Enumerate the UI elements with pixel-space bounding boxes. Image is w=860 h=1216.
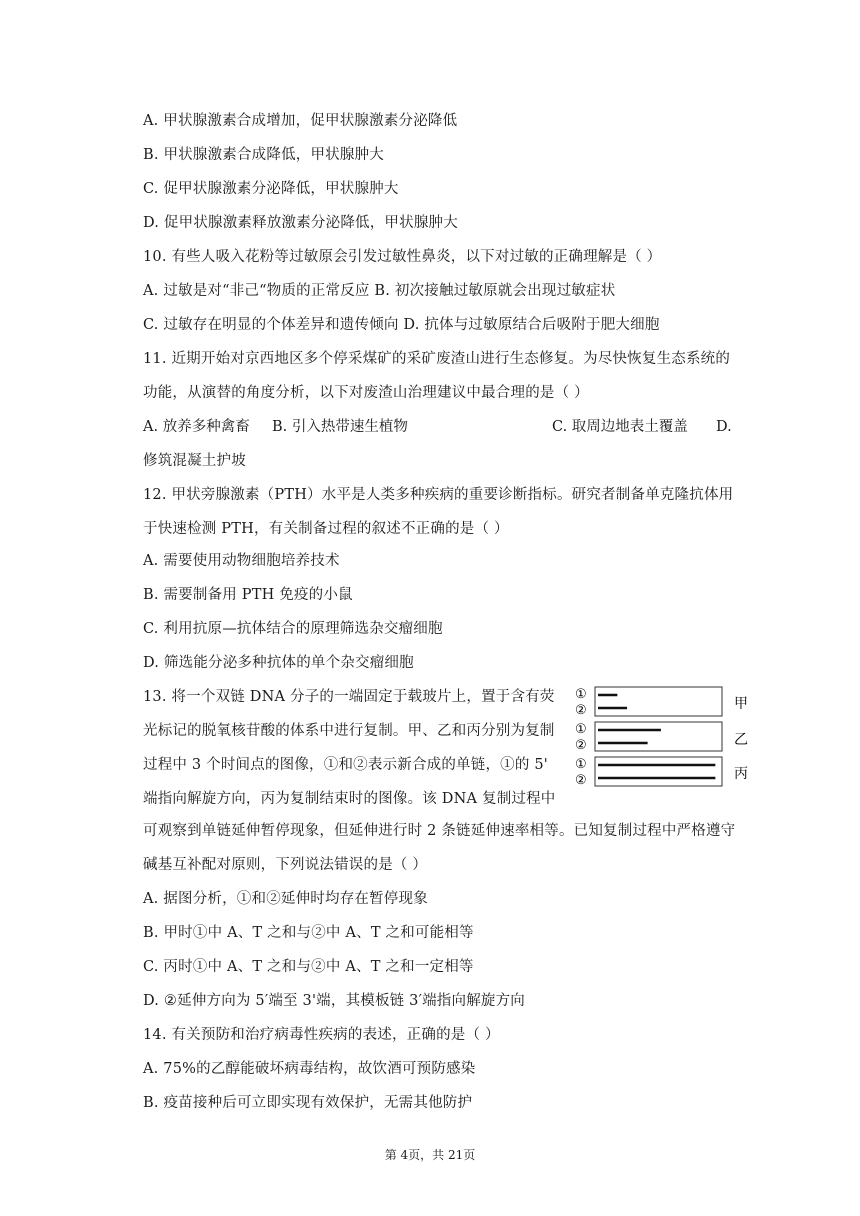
- q9-option-a: A. 甲状腺激素合成增加，促甲状腺激素分泌降低: [143, 113, 458, 129]
- strand-1-label: ①: [575, 722, 587, 737]
- q14-option-a: A. 75%的乙醇能破坏病毒结构，故饮酒可预防感染: [143, 1061, 476, 1077]
- q12-option-d: D. 筛选能分泌多种抗体的单个杂交瘤细胞: [143, 655, 414, 671]
- q12-option-c: C. 利用抗原—抗体结合的原理筛选杂交瘤细胞: [143, 621, 443, 637]
- q11-stem-line2: 功能，从演替的角度分析，以下对废渣山治理建议中最合理的是（ ）: [143, 385, 589, 401]
- q9-option-d: D. 促甲状腺激素释放激素分泌降低，甲状腺肿大: [143, 215, 458, 231]
- panel-label: 乙: [734, 732, 748, 748]
- q9-option-b: B. 甲状腺激素合成降低，甲状腺肿大: [143, 147, 384, 163]
- strand-2-label: ②: [575, 773, 587, 788]
- panel-label: 甲: [734, 696, 748, 712]
- dna-replication-figure: [574, 684, 754, 790]
- q13-option-c: C. 丙时①中 A、T 之和与②中 A、T 之和一定相等: [143, 959, 474, 975]
- panel-jia: [575, 687, 748, 718]
- q11-option-b: B. 引入热带速生植物: [272, 419, 408, 435]
- q11-option-d-label: D.: [716, 419, 732, 435]
- strand-1-label: ①: [575, 757, 587, 772]
- page-footer: 第 4页，共 21页: [384, 1148, 476, 1162]
- q12-stem-line2: 于快速检测 PTH，有关制备过程的叙述不正确的是（ ）: [143, 521, 509, 537]
- q13-option-a: A. 据图分析，①和②延伸时均存在暂停现象: [143, 891, 428, 907]
- q14-option-b: B. 疫苗接种后可立即实现有效保护，无需其他防护: [143, 1095, 473, 1111]
- q12-option-b: B. 需要制备用 PTH 免疫的小鼠: [143, 587, 353, 603]
- panel-frame: [595, 687, 722, 716]
- panel-bing: [575, 757, 748, 788]
- panel-label: 丙: [734, 766, 748, 782]
- q14-stem: 14. 有关预防和治疗病毒性疾病的表述，正确的是（ ）: [143, 1027, 500, 1043]
- panel-frame: [595, 757, 722, 786]
- q10-options-cd: C. 过敏存在明显的个体差异和遗传倾向 D. 抗体与过敏原结合后吸附于肥大细胞: [143, 317, 660, 333]
- q13-option-d: D. ②延伸方向为 5′端至 3'端，其模板链 3′端指向解旋方向: [143, 993, 525, 1009]
- q12-stem-line1: 12. 甲状旁腺激素（PTH）水平是人类多种疾病的重要诊断指标。研究者制备单克隆抗体用: [143, 487, 734, 503]
- panel-frame: [595, 722, 722, 751]
- q11-option-c: C. 取周边地表土覆盖: [552, 419, 688, 435]
- q11-stem-line1: 11. 近期开始对京西地区多个停采煤矿的采矿废渣山进行生态修复。为尽快恢复生态系统的: [143, 351, 731, 367]
- q13-stem-line6: 碱基互补配对原则，下列说法错误的是（ ）: [143, 857, 428, 873]
- q13-option-b: B. 甲时①中 A、T 之和与②中 A、T 之和可能相等: [143, 925, 474, 941]
- panel-yi: [575, 722, 748, 753]
- strand-2-label: ②: [575, 738, 587, 753]
- q13-stem-line3: 过程中 3 个时间点的图像，①和②表示新合成的单链，①的 5': [143, 757, 548, 773]
- q10-options-ab: A. 过敏是对“非己“物质的正常反应 B. 初次接触过敏原就会出现过敏症状: [143, 283, 616, 299]
- q12-option-a: A. 需要使用动物细胞培养技术: [143, 553, 340, 569]
- q9-option-c: C. 促甲状腺激素分泌降低，甲状腺肿大: [143, 181, 399, 197]
- q10-stem: 10. 有些人吸入花粉等过敏原会引发过敏性鼻炎，以下对过敏的正确理解是（ ）: [143, 249, 662, 265]
- q11-option-a: A. 放养多种禽畜: [143, 419, 250, 435]
- strand-1-label: ①: [575, 687, 587, 702]
- q13-stem-line5: 可观察到单链延伸暂停现象，但延伸进行时 2 条链延伸速率相等。已知复制过程中严格遵守: [143, 823, 736, 839]
- q13-stem-line2: 光标记的脱氧核苷酸的体系中进行复制。甲、乙和丙分别为复制: [143, 723, 555, 739]
- q13-stem-line1: 13. 将一个双链 DNA 分子的一端固定于载玻片上，置于含有荧: [143, 689, 555, 705]
- strand-2-label: ②: [575, 703, 587, 718]
- q13-stem-line4: 端指向解旋方向，丙为复制结束时的图像。该 DNA 复制过程中: [143, 791, 556, 807]
- q11-option-d-text: 修筑混凝土护坡: [143, 453, 246, 469]
